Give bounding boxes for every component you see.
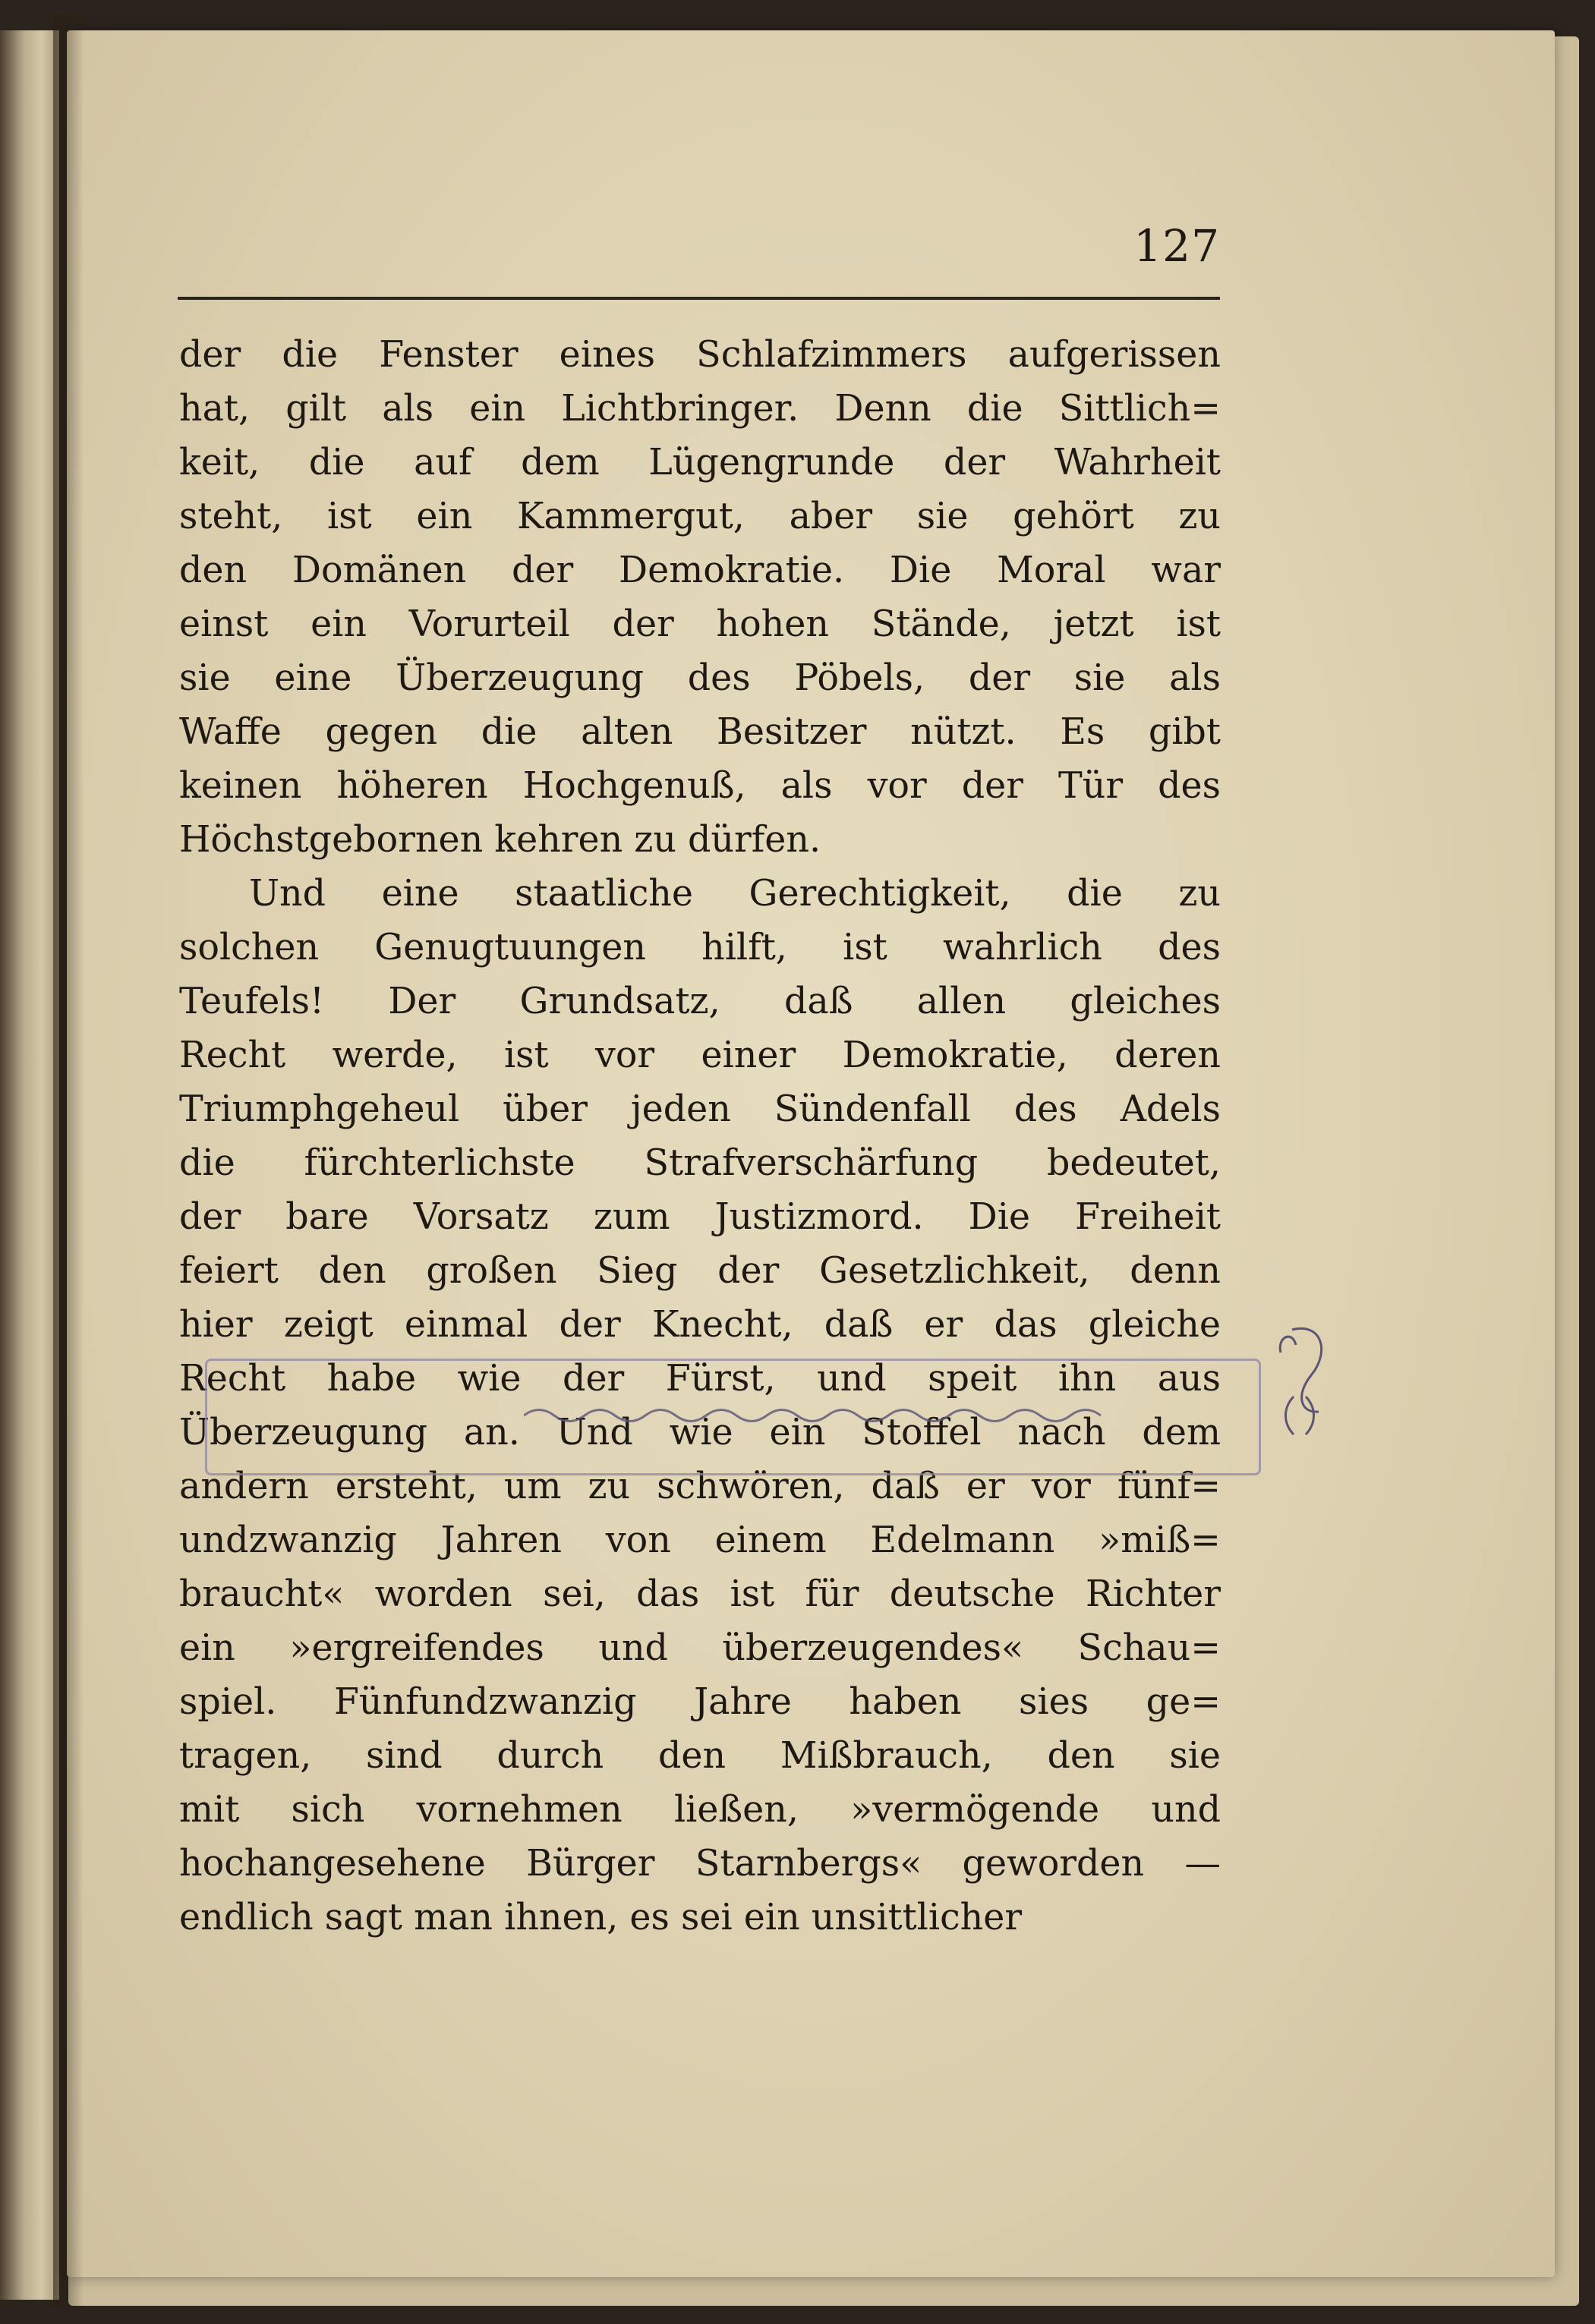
page-header xyxy=(178,216,1220,300)
text-line: mit sich vornehmen ließen, »vermögende und xyxy=(179,1789,1221,1831)
text-line: undzwanzig Jahren von einem Edelmann »miß= xyxy=(179,1519,1221,1561)
body-text xyxy=(179,328,1221,1945)
text-line: feiert den großen Sieg der Gesetzlichkeit, denn xyxy=(179,1250,1221,1292)
text-line: Und eine staatliche Gerechtigkeit, die zu xyxy=(249,873,1221,915)
text-line: Recht werde, ist vor einer Demokratie, deren xyxy=(179,1034,1221,1076)
left-page-edge xyxy=(0,30,59,2300)
text-line: Höchstgebornen kehren zu dürfen. xyxy=(179,819,821,861)
spine-shadow xyxy=(53,15,84,2307)
text-line: hier zeigt einmal der Knecht, daß er das gleiche xyxy=(179,1304,1221,1346)
text-line: der die Fenster eines Schlafzimmers aufgerissen xyxy=(179,334,1221,376)
text-line: Triumphgeheul über jeden Sündenfall des Adels xyxy=(179,1088,1221,1130)
parenthesis-mark-icon xyxy=(1277,1389,1322,1442)
pencil-underline xyxy=(524,1400,1131,1431)
page-number: 127 xyxy=(1133,220,1220,272)
text-line: Recht habe wie der Fürst, und speit ihn aus xyxy=(179,1358,1221,1400)
text-line: andern ersteht, um zu schwören, daß er vor fünf= xyxy=(179,1466,1221,1507)
text-line: solchen Genugtuungen hilft, ist wahrlich des xyxy=(179,927,1221,968)
text-line: braucht« worden sei, das ist für deutsche Richter xyxy=(179,1573,1221,1615)
text-line: tragen, sind durch den Mißbrauch, den sie xyxy=(179,1735,1221,1777)
header-rule xyxy=(178,297,1220,300)
text-line: den Domänen der Demokratie. Die Moral war xyxy=(179,550,1221,591)
text-line: Teufels! Der Grundsatz, daß allen gleiches xyxy=(179,981,1221,1022)
text-line: hochangesehene Bürger Starnbergs« geworden — xyxy=(179,1843,1221,1885)
text-line: sie eine Überzeugung des Pöbels, der sie als xyxy=(179,657,1221,699)
text-line: keit, die auf dem Lügengrunde der Wahrheit xyxy=(179,442,1221,483)
text-line: Überzeugung an. Und wie ein Stoffel nach dem xyxy=(179,1412,1221,1453)
text-line: einst ein Vorurteil der hohen Stände, jetzt ist xyxy=(179,603,1221,645)
text-line: Waffe gegen die alten Besitzer nützt. Es gibt xyxy=(179,711,1221,753)
text-line: steht, ist ein Kammergut, aber sie gehört zu xyxy=(179,496,1221,537)
text-line: keinen höheren Hochgenuß, als vor der Tür des xyxy=(179,765,1221,807)
text-line: hat, gilt als ein Lichtbringer. Denn die Sittlich= xyxy=(179,388,1221,430)
text-line: die fürchterlichste Strafverschärfung bedeutet, xyxy=(179,1142,1221,1184)
text-line: der bare Vorsatz zum Justizmord. Die Freiheit xyxy=(179,1196,1221,1238)
text-line: spiel. Fünfundzwanzig Jahre haben sies ge= xyxy=(179,1681,1221,1723)
text-line: ein »ergreifendes und überzeugendes« Schau= xyxy=(179,1627,1221,1669)
text-line: endlich sagt man ihnen, es sei ein unsittlicher xyxy=(179,1897,1023,1938)
